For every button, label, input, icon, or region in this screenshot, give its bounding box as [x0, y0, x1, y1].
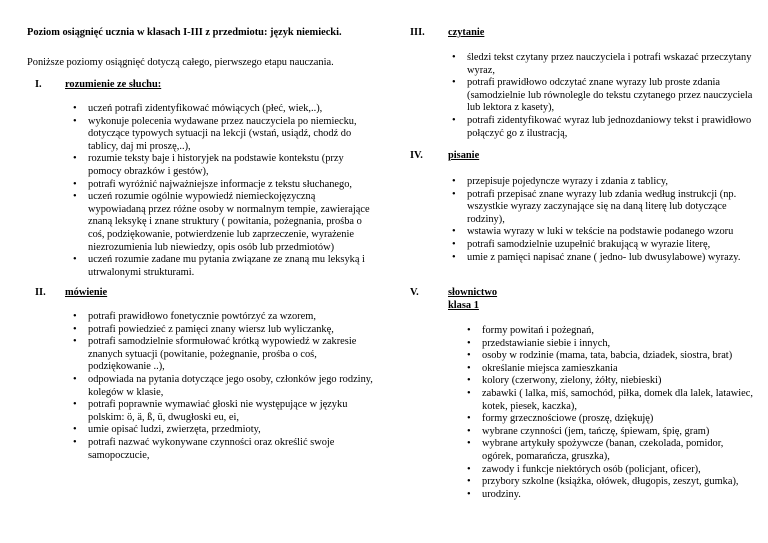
- vocabulary-list: [482, 325, 757, 501]
- list-item: • śledzi tekst czytany przez nauczyciela i potrafi wskazać przeczytany wyraz,: [467, 52, 757, 77]
- section-number-1: I.: [35, 79, 42, 90]
- section-number-5: V.: [410, 287, 419, 298]
- list-item: • umie z pamięci napisać znane ( jedno- lub dwusylabowe) wyrazy.: [467, 252, 757, 265]
- reading-list: [467, 52, 757, 140]
- list-item: • potrafi prawidłowo odczytać znane wyrazy lub proste zdania (samodzielnie lub równolegle do tekstu czytanego przez nauczyciela lub lektora z kasety),: [467, 77, 757, 115]
- list-item: • określanie miejsca zamieszkania: [482, 363, 757, 376]
- list-item: • umie opisać ludzi, zwierzęta, przedmioty,: [88, 424, 374, 437]
- list-item: • zabawki ( lalka, miś, samochód, piłka, domek dla lalek, latawiec, kotek, piesek, kaczka),: [482, 388, 757, 413]
- section-number-2: II.: [35, 287, 46, 298]
- list-item: • potrafi powiedzieć z pamięci znany wiersz lub wyliczankę,: [88, 324, 374, 337]
- list-item: • potrafi nazwać wykonywane czynności oraz określić swoje samopoczucie,: [88, 437, 374, 462]
- list-item: • potrafi samodzielnie uzupełnić brakującą w wyrazie literę,: [467, 239, 757, 252]
- list-item: • potrafi wyróżnić najważniejsze informacje z tekstu słuchanego,: [88, 179, 374, 192]
- list-item: • potrafi prawidłowo fonetycznie powtórzyć za wzorem,: [88, 311, 374, 324]
- section-heading-listening: rozumienie ze słuchu:: [65, 79, 162, 90]
- list-item: • potrafi zidentyfikować wyraz lub jednozdaniowy tekst i prawidłowo połączyć go z ilustracją,: [467, 115, 757, 140]
- section-number-4: IV.: [410, 150, 423, 161]
- list-item: • przedstawianie siebie i innych,: [482, 338, 757, 351]
- intro-paragraph: Poniższe poziomy osiągnięć dotyczą całego, pierwszego etapu nauczania.: [27, 57, 334, 68]
- list-item: • wybrane czynności (jem, tańczę, śpiewam, śpię, gram): [482, 426, 757, 439]
- list-item: • wybrane artykuły spożywcze (banan, czekolada, pomidor, ogórek, pomarańcza, gruszka),: [482, 438, 757, 463]
- document-title: Poziom osiągnięć ucznia w klasach I-III z przedmiotu: język niemiecki.: [27, 27, 342, 38]
- list-item: • zawody i funkcje niektórych osób (policjant, oficer),: [482, 464, 757, 477]
- list-item: • formy grzecznościowe (proszę, dziękuję): [482, 413, 757, 426]
- list-item: • potrafi przepisać znane wyrazy lub zdania według instrukcji (np. wszystkie wyrazy zaczynające się na daną literę lub dotyczące rodziny),: [467, 189, 757, 227]
- list-item: • uczeń potrafi zidentyfikować mówiących (płeć, wiek,..),: [88, 103, 374, 116]
- writing-list: [467, 176, 757, 264]
- listening-list: [88, 103, 374, 279]
- section-heading-vocabulary: słownictwo: [448, 287, 498, 298]
- list-item: • wykonuje polecenia wydawane przez nauczyciela po niemiecku, dotyczące typowych sytuacji na lekcji (wstań, usiądź, chodź do tablicy, daj mi proszę,..),: [88, 116, 374, 154]
- section-heading-speaking: mówienie: [65, 287, 108, 298]
- section-heading-reading: czytanie: [448, 27, 485, 38]
- list-item: • uczeń rozumie zadane mu pytania związane ze znaną mu leksyką i utrwalonymi strukturami.: [88, 254, 374, 279]
- list-item: • kolory (czerwony, zielony, żółty, niebieski): [482, 375, 757, 388]
- list-item: • osoby w rodzinie (mama, tata, babcia, dziadek, siostra, brat): [482, 350, 757, 363]
- list-item: • rozumie teksty baje i historyjek na podstawie kontekstu (przy pomocy obrazków i gestów),: [88, 153, 374, 178]
- list-item: • potrafi samodzielnie sformułować krótką wypowiedź w zakresie znanych sytuacji (powitanie, pożegnanie, prośba o coś, podziękowanie ..),: [88, 336, 374, 374]
- list-item: • przybory szkolne (książka, ołówek, długopis, zeszyt, gumka),: [482, 476, 757, 489]
- list-item: • odpowiada na pytania dotyczące jego osoby, członków jego rodziny, kolegów w klasie,: [88, 374, 374, 399]
- speaking-list: [88, 311, 374, 462]
- vocabulary-class-label: klasa 1: [448, 300, 479, 311]
- list-item: • wstawia wyrazy w luki w tekście na podstawie podanego wzoru: [467, 226, 757, 239]
- list-item: • przepisuje pojedyncze wyrazy i zdania z tablicy,: [467, 176, 757, 189]
- section-heading-writing: pisanie: [448, 150, 480, 161]
- section-number-3: III.: [410, 27, 425, 38]
- list-item: • potrafi poprawnie wymawiać głoski nie występujące w języku polskim: ö, ä, ß, ü, dwugłoski eu, ei,: [88, 399, 374, 424]
- list-item: • urodziny.: [482, 489, 757, 502]
- list-item: • uczeń rozumie ogólnie wypowiedź niemieckojęzyczną wypowiadaną przez różne osoby w normalnym tempie, zawierające znaną leksykę i znane struktury ( powitania, pożegnania, prośba o coś, podziękowanie, potwierdzenie lub zaprzeczenie, wyrażenie niezrozumienia lub niewiedzy, opis osób lub przedmiotów): [88, 191, 374, 254]
- list-item: • formy powitań i pożegnań,: [482, 325, 757, 338]
